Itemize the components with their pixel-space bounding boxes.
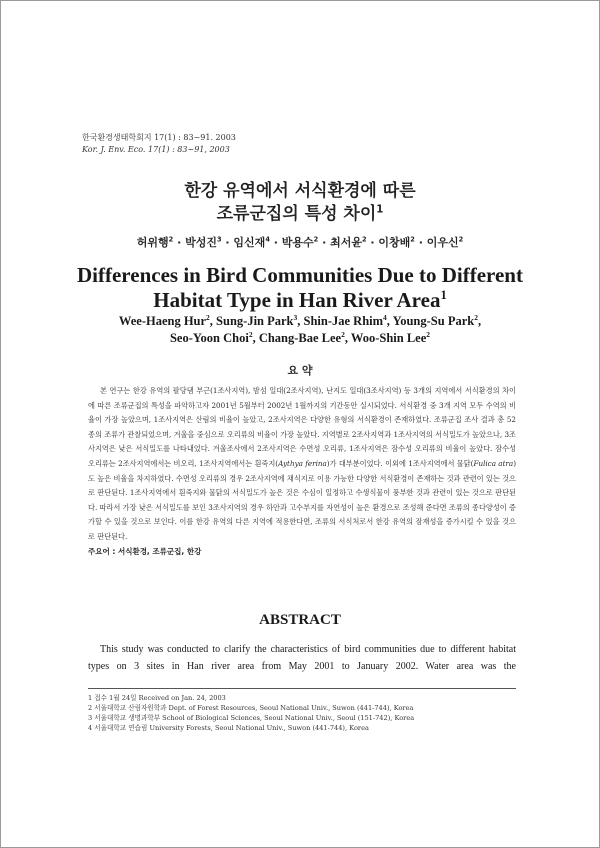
summary-heading-ko: 요 약	[287, 364, 313, 377]
author-affiliation-mark: 2	[168, 235, 174, 244]
author-name-ko: 최서윤	[330, 236, 362, 249]
author-name-en: Woo-Shin Lee	[350, 331, 427, 345]
authors-ko	[0, 234, 600, 250]
author-affiliation-mark: 2	[474, 312, 478, 322]
author-name-ko: 이창배	[378, 236, 411, 249]
authors-en-line1	[0, 313, 600, 330]
author-affiliation-mark: 2	[341, 329, 345, 339]
title-ko-footnote-mark: 1	[376, 204, 384, 216]
author-separator: ·	[318, 236, 331, 249]
author-separator: ,	[386, 314, 393, 328]
title-ko-line1: 한강 유역에서 서식환경에 따른	[184, 181, 416, 201]
title-en-line2-text: Habitat Type in Han River Area	[153, 288, 441, 312]
author-affiliation-mark: 3	[293, 312, 298, 322]
author-name-en: Chang-Bae Lee	[258, 331, 342, 345]
footnote-divider	[88, 688, 516, 689]
abstract-ko-text-2: )가 대부분이었다. 이외에 1조사지역에서 물닭(	[326, 458, 474, 468]
author-affiliation-mark: 2	[248, 329, 253, 339]
author-name-en: Sung-Jin Park	[216, 314, 294, 328]
footnote-1: 1 접수 1월 24일 Received on Jan. 24, 2003	[88, 694, 226, 702]
journal-header	[82, 132, 236, 156]
author-name-en: Seo-Yoon Choi	[169, 331, 249, 345]
author-name-en: Young-Su Park	[392, 314, 475, 328]
title-ko-line2-text: 조류군집의 특성 차이	[216, 204, 377, 224]
title-en-line1: Differences in Bird Communities Due to Different	[77, 263, 523, 287]
author-affiliation-mark: 2	[458, 235, 464, 244]
title-en-line2	[0, 287, 600, 313]
author-affiliation-mark: 2	[361, 235, 367, 244]
journal-citation-en: Kor. J. Env. Eco. 17(1) : 83~91, 2003	[82, 145, 230, 154]
author-separator: ,	[297, 314, 304, 328]
abstract-ko	[88, 384, 516, 545]
journal-citation-ko: 한국환경생태학회지 17(1) : 83~91. 2003	[82, 133, 236, 142]
species-fulica-atra: Fulica atra	[473, 458, 514, 468]
title-en-footnote-mark: 1	[440, 288, 447, 302]
author-affiliation-mark: 4	[383, 312, 387, 322]
footnotes	[88, 693, 414, 733]
keywords-ko: 주요어 : 서식환경, 조류군집, 한강	[88, 547, 202, 556]
author-name-ko: 박성진	[185, 236, 217, 249]
author-name-en: Shin-Jae Rhim	[303, 314, 384, 328]
author-separator: ,	[344, 331, 351, 345]
abstract-heading: ABSTRACT	[259, 612, 341, 628]
abstract-ko-paragraph	[88, 384, 516, 545]
author-separator: ,	[252, 331, 259, 345]
abstract-ko-text-3: )도 높은 비율을 차지하였다. 수면성 오리류의 경우 2조사지역에 채식지로 이용 가능한 다양한 서식환경이 존재하는 것과 관련이 있는 것으로 판단된다. 1조사지역에서 흰죽지와 물닭의 서식밀도가 높은 것은 수심이 일정하고 수생식물이 풍부한 것과 관련이 있는 것으로 판단된다. 따라서 가장 낮은 서식밀도를 보인 3조사지역의 경우 하안과 고수부지를 자연성이 높은 환경으로 조성해 준다면 조류의 종다양성이 증가할 수 있을 것으로 보인다. 이를 한강 유역의 다른 지역에 적용한다면, 조류의 서식처로서 한강 유역의 잠재성을 증가시킬 수 있을 것으로 판단된다.	[88, 458, 517, 541]
author-separator: ·	[414, 236, 427, 249]
species-aythya-ferina: Aythya ferina	[278, 458, 327, 468]
author-separator: ,	[209, 314, 217, 328]
author-affiliation-mark: 2	[410, 235, 415, 244]
abstract-en-paragraph: This study was conducted to clarify the characteristics of bird communities due to different habitat types on 3 sites in Han river area from May 2001 to January 2002. Water area was the	[88, 644, 516, 672]
abstract-ko-text-1: 본 연구는 한강 유역의 팔당댐 부근(1조사지역), 밤섬 일대(2조사지역), 난지도 일대(3조사지역) 등 3개의 지역에서 서식환경의 차이에 따른 조류군집의 특성을 파악하고자 2001년 5월부터 2002년 1월까지의 기간동안 실시되었다. 서식환경 중 3개 지역 모두 수역의 비율이 가장 높았으며, 1조사지역은 산림의 비율이 높았고, 2조사지역은 다양한 유형의 서식환경이 존재하였다. 조류군집 조사 결과 총 52종의 조류가 관찰되었으며, 겨울을 중심으로 오리류의 비율이 가장 높았다. 지역별로 2조사지역과 1조사지역의 서식밀도가 높았으나, 3조사지역은 낮은 서식밀도를 나타내었다. 겨울조사에서 2조사지역은 수면성 오리류, 1조사지역은 잠수성 오리류의 비율이 높았다. 잠수성 오리류는 2조사지역에서는 비오리, 1조사지역에서는 흰죽지(	[88, 386, 516, 468]
author-name-ko: 박용수	[281, 236, 314, 249]
author-affiliation-mark: 2	[206, 312, 210, 322]
author-separator: ·	[173, 236, 186, 249]
author-name-ko: 임신재	[233, 236, 266, 249]
author-separator: ·	[269, 236, 282, 249]
author-name-ko: 이우신	[426, 236, 459, 249]
author-affiliation-mark: 3	[216, 235, 222, 244]
authors-en-line2	[0, 330, 600, 347]
footnote-4: 4 서울대학교 연습림 University Forests, Seoul National Univ., Suwon (441-744), Korea	[88, 724, 369, 732]
abstract-en	[88, 641, 516, 675]
author-name-en: Wee-Haeng Hur	[118, 314, 207, 328]
title-ko-line2	[0, 203, 600, 225]
author-separator: ,	[477, 314, 482, 328]
author-separator: ·	[366, 236, 379, 249]
footnote-3: 3 서울대학교 생명과학부 School of Biological Sciences, Seoul National Univ., Seoul (151-742), Korea	[88, 714, 415, 722]
author-name-ko: 허위행	[136, 236, 169, 249]
author-separator: ·	[221, 236, 234, 249]
author-affiliation-mark: 2	[313, 235, 319, 244]
author-affiliation-mark: 2	[426, 329, 431, 339]
author-affiliation-mark: 4	[265, 235, 270, 244]
footnote-2: 2 서울대학교 산림자원학과 Dept. of Forest Resources, Seoul National Univ., Suwon (441-744), Korea	[88, 704, 414, 712]
